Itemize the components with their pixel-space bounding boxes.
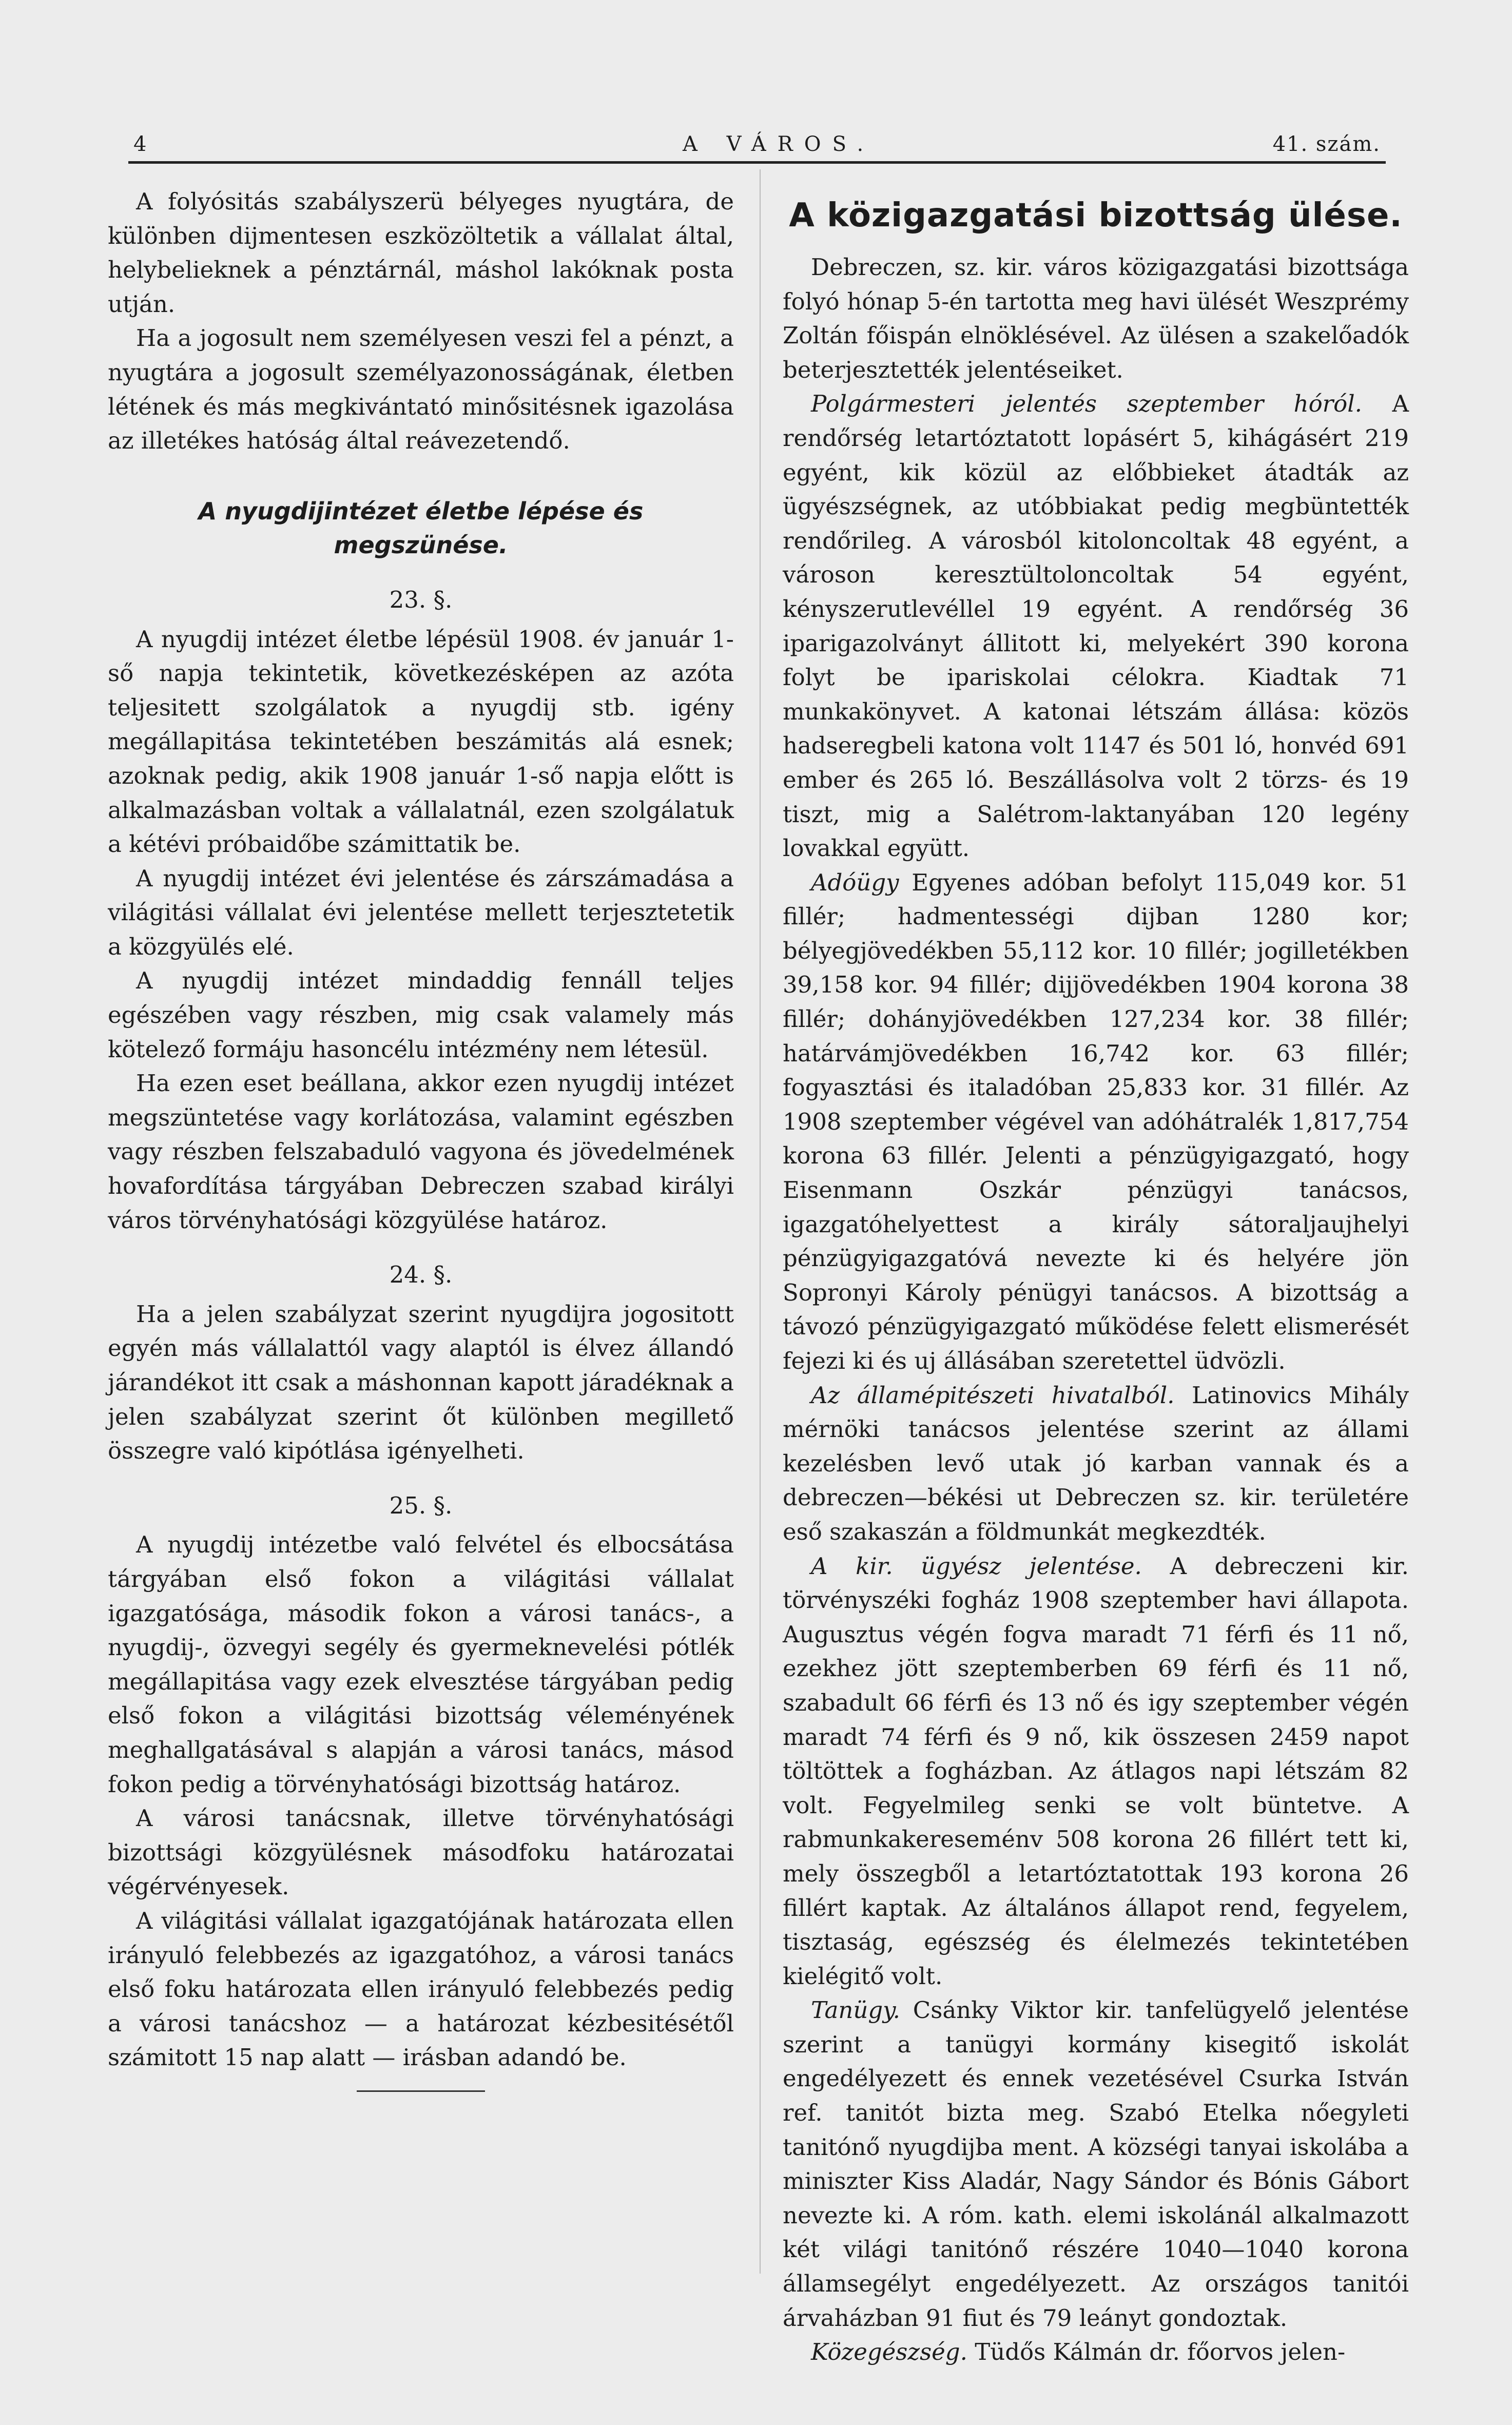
section-heading: A nyugdijintézet életbe lépése és megszünése. [198, 497, 644, 559]
paragraph-text: A debreczeni kir. törvényszéki fogház 1908 szeptember havi állapota. Augusztus végén fogva maradt 71 férfi és 11 nő, ezekhez jött szeptemberben 69 férfi és 11 nő, szabadult 66 férfi és 13 nő és igy szeptember végén maradt 74 férfi és 9 nő, kik összesen 2459 napot töltöttek a fogházban. Az átlagos napi létszám 82 volt. Fegyelmileg senki se volt büntetve. A rabmunkakereseménv 508 korona 26 fillért tett ki, mely összegből a letartóztatottak 193 korona 26 fillért kaptak. Az általános állapot rend, fegyelem, tisztaság, egészség és élelmezés tekintetében kielégitő volt. [783, 1552, 1409, 1990]
paragraph-text: Csánky Viktor kir. tanfelügyelő jelentése szerint a tanügyi kormány kisegitő iskolát engedélyezett és ennek vezetésével Csurka István ref. tanitót bizta meg. Szabó Etelka nőegyleti tanitónő nyugdijba ment. A községi tanyai iskolába a miniszter Kiss Aladár, Nagy Sándor és Bónis Gábort nevezte ki. A róm. kath. elemi iskolánál alkalmazott két világi tanitónő részére 1040—1040 korona államsegélyt engedélyezett. Az országos tanitói árvaházban 91 fiut és 79 leányt gondoztak. [783, 1996, 1409, 2332]
paragraph [783, 866, 1409, 1379]
paragraph-text: Latinovics Mihály mérnöki tanácsos jelentése szerint az állami kezelésben levő utak jó karban vannak és a debreczen—békési ut Debreczen sz. kir. területére eső szakaszán a földmunkát megkezdték. [783, 1381, 1409, 1545]
paragraph-label: Polgármesteri jelentés szeptember hóról. [811, 390, 1362, 418]
paragraph: Ha a jelen szabályzat szerint nyugdijra jogositott egyén más vállalattól vagy alaptól is élvez állandó járandékot itt csak a máshonnan kapott járadéknak a jelen szabályzat szerint őt különben megillető összegre való kipótlása igényelheti. [108, 1300, 734, 1465]
header-rule [128, 161, 1386, 164]
paragraph: Debreczen, sz. kir. város közigazgatási bizottsága folyó hónap 5-én tartotta meg havi ülését Weszprémy Zoltán főispán elnöklésével. Az ülésen a szakelőadók beterjesztették jelentéseiket. [783, 254, 1409, 383]
paragraph [783, 2335, 1409, 2370]
paragraph [783, 1549, 1409, 1994]
paragraph: Ha a jogosult nem személyesen veszi fel a pénzt, a nyugtára a jogosult személyazonosságának, életben létének és más megkivántató minősitésnek igazolása az illetékes hatóság által reávezetendő. [108, 324, 734, 455]
right-column [783, 195, 1409, 2370]
section-number: 25. §. [389, 1491, 453, 1519]
paragraph-text: Egyenes adóban befolyt 115,049 kor. 51 fillér; hadmentességi dijban 1280 kor; bélyegjövedékben 55,112 kor. 10 fillér; jogilletékben 39,158 kor. 94 fillér; dijjövedékben 1904 korona 38 fillér; dohányjövedékben 127,234 kor. 38 fillér; határvámjövedékben 16,742 kor. 63 fillér; fogyasztási és italadóban 25,833 kor. 31 fillér. Az 1908 szeptember végével van adóhátralék 1,817,754 korona 63 fillér. Jelenti a pénzügyigazgató, hogy Eisenmann Oszkár pénzügyi tanácsos, igazgatóhelyettest a király sátoraljaujhelyi pénzügyigazgatóvá nevezte ki és helyére jön Sopronyi Károly pénügyi tanácsos. A bizottság a távozó pénzügyigazgató működése felett elismerését fejezi ki és uj állásában szeretettel üdvözli. [783, 868, 1409, 1374]
paragraph [783, 387, 1409, 865]
paragraph: A városi tanácsnak, illetve törvényhatósági bizottsági közgyülésnek másodfoku határozatai végérvényesek. [108, 1805, 734, 1900]
paragraph-label: Közegészség. [811, 2338, 967, 2366]
paragraph: A világitási vállalat igazgatójának határozata ellen irányuló felebbezés az igazgatóhoz, a városi tanács első foku határozata ellen irányuló felebbezés pedig a városi tanácshoz — a határozat kézbesitésétől számitott 15 nap alatt — irásban adandó be. [108, 1907, 734, 2071]
paragraph-text: A rendőrség letartóztatott lopásért 5, kihágásért 219 egyént, kik közül az előbbieket átadták az ügyészségnek, az utóbbiakat pedig megbüntették rendőrileg. A városból kitoloncoltak 48 egyént, a városon keresztültoloncoltak 54 egyént, kényszerutlevéllel 19 egyént. A rendőrség 36 iparigazolványt állitott ki, melyekért 390 korona folyt be ipariskolai célokra. Kiadtak 71 munkakönyvet. A katonai létszám állása: közös hadseregbeli katona volt 1147 és 501 ló, honvéd 691 ember és 265 ló. Beszállásolva volt 2 törzs- és 19 tiszt, mig a Salétrom-laktanyában 120 legény lovakkal együtt. [783, 390, 1409, 862]
section-number: 24. §. [389, 1261, 453, 1289]
paragraph [783, 1379, 1409, 1549]
paragraph [783, 1993, 1409, 2335]
paragraph: Ha ezen eset beállana, akkor ezen nyugdij intézet megszüntetése vagy korlátozása, valamint egészben vagy részben felszabaduló vagyona és jövedelmének hovafordítása tárgyában Debreczen szabad királyi város törvényhatósági közgyülése határoz. [108, 1070, 734, 1234]
paragraph-label: Az államépitészeti hivatalból. [811, 1381, 1175, 1409]
section-number: 23. §. [389, 586, 453, 613]
article-heading: A közigazgatási bizottság ülése. [789, 197, 1403, 235]
end-rule [357, 2090, 485, 2092]
page-number: 4 [133, 132, 148, 156]
paragraph-label: Tanügy. [811, 1996, 900, 2024]
left-column [108, 185, 734, 2092]
column-separator [760, 169, 761, 2274]
paragraph-label: A kir. ügyész jelentése. [811, 1552, 1142, 1580]
paragraph: A nyugdij intézet évi jelentése és zárszámadása a világitási vállalat évi jelentése mellett terjesztetetik a közgyülés elé. [108, 864, 734, 960]
paragraph: A nyugdij intézet mindaddig fennáll teljes egészében vagy részben, mig csak valamely más kötelező formáju hasoncélu intézmény nem létesül. [108, 967, 734, 1063]
paragraph-text: Tüdős Kálmán dr. főorvos jelen- [975, 2338, 1346, 2366]
issue-number: 41. szám. [1272, 132, 1381, 156]
paragraph-label: Adóügy [811, 868, 899, 896]
paragraph: A nyugdij intézetbe való felvétel és elbocsátása tárgyában első fokon a világitási vállalat igazgatósága, második fokon a városi tanács-, a nyugdij-, özvegyi segély és gyermeknevelési pótlék megállapitása vagy ezek elvesztése tárgyában pedig első fokon a világitási bizottság véleményének meghallgatásával s alapján a városi tanács, másod fokon pedig a törvényhatósági bizottság határoz. [108, 1531, 734, 1798]
newspaper-title: A VÁROS. [683, 132, 875, 156]
paragraph: A folyósitás szabályszerü bélyeges nyugtára, de különben dijmentesen eszközöltetik a vállalat által, helybelieknek a pénztárnál, máshol lakóknak posta utján. [108, 188, 734, 318]
page-header [128, 128, 1386, 164]
paragraph: A nyugdij intézet életbe lépésül 1908. év január 1-ső napja tekintetik, következésképen az azóta teljesitett szolgálatok a nyugdij stb. igény megállapitása tekintetében beszámitás alá esnek; azoknak pedig, akik 1908 január 1-ső napja előtt is alkalmazásban voltak a vállalatnál, ezen szolgálatuk a kétévi próbaidőbe számittatik be. [108, 625, 734, 858]
